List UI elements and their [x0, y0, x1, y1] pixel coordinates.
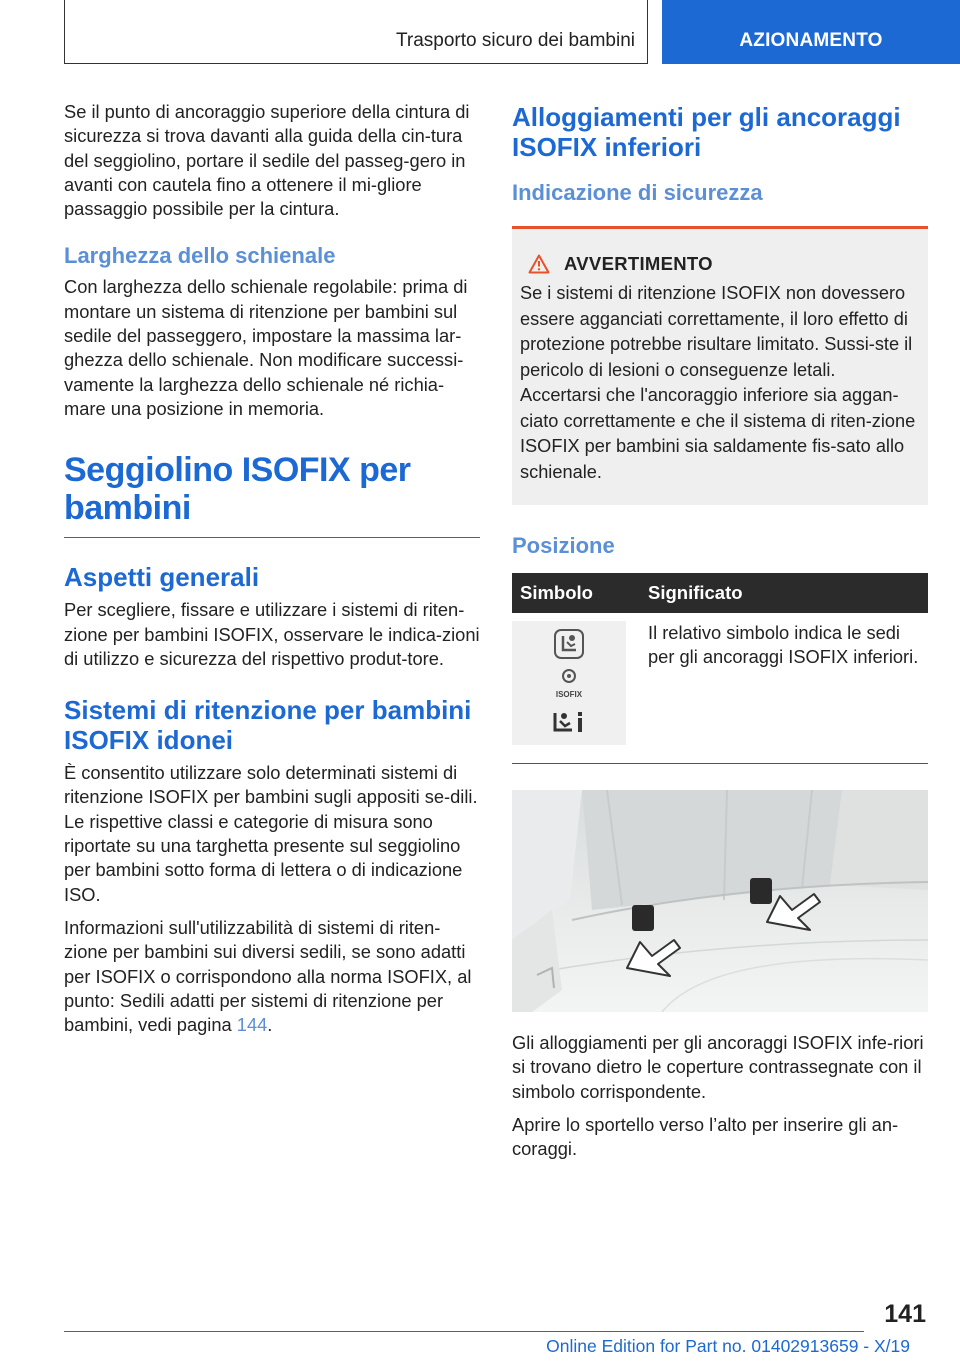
- systems-paragraph-2-end: .: [267, 1014, 273, 1036]
- column-header-meaning: Significato: [640, 573, 928, 613]
- column-header-symbol: Simbolo: [512, 573, 640, 613]
- footer-edition: Online Edition for Part no. 01402913659 - X/19: [546, 1336, 910, 1356]
- page-number: 141: [884, 1300, 926, 1328]
- right-column: [512, 100, 928, 1170]
- general-heading: Aspetti generali: [64, 562, 260, 593]
- child-seat-info-icon: [552, 708, 586, 738]
- main-heading: Seggiolino ISOFIX per bambini: [64, 451, 480, 538]
- general-paragraph: Per scegliere, fissare e utilizzare i sistemi di riten-zione per bambini ISOFIX, osservare le indica-zioni di utilizzo e sicurezza del rispettivo produt-tore.: [64, 599, 480, 669]
- symbol-table-header: [512, 573, 928, 613]
- isofix-symbols: [512, 621, 626, 745]
- systems-paragraph-2: [64, 916, 480, 1037]
- meaning-cell: Il relativo simbolo indica le sedi per gli ancoraggi ISOFIX inferiori.: [648, 622, 919, 668]
- warning-header: [528, 253, 920, 275]
- child-seat-icon: [553, 628, 585, 660]
- symbol-cell: [512, 613, 640, 753]
- backrest-heading: Larghezza dello schienale: [64, 243, 336, 269]
- header-section-tab: [64, 0, 648, 64]
- warning-triangle-icon: [528, 254, 550, 274]
- safety-heading: Indicazione di sicurezza: [512, 180, 763, 205]
- warning-box: [512, 226, 928, 505]
- page-reference-link[interactable]: 144: [236, 1014, 268, 1036]
- warning-text-1: Se i sistemi di ritenzione ISOFIX non dovessero essere agganciati correttamente, il loro effetto di protezione potrebbe risultare limitato. Sussi-ste il pericolo di lesioni o conseguenze letali.: [520, 283, 913, 380]
- systems-heading: Sistemi di ritenzione per bambini ISOFIX idonei: [64, 695, 472, 756]
- systems-paragraph-2-text: Informazioni sull'utilizzabilità di sistemi di riten-zione per bambini sui diversi sedili, se sono adatti per ISOFIX o corrispondono alla norma ISOFIX, al punto: Sedili adatti per sistemi di ritenzione per bambini, vedi pagina: [64, 916, 472, 1036]
- header-section-title: Trasporto sicuro dei bambini: [395, 30, 635, 51]
- table-row: [512, 613, 928, 753]
- backrest-paragraph: Con larghezza dello schienale regolabile: prima di montare un sistema di ritenzione per bambini sul sedile del passeggero, impostare la massima lar-ghezza dello schienale. Non modificare successi-vamente la larghezza dello schienale né richia-mare una posizione in memoria.: [64, 276, 468, 419]
- isofix-icon: [552, 667, 586, 701]
- warning-title: AVVERTIMENTO: [564, 253, 713, 274]
- rear-seat-photo: [512, 790, 928, 1012]
- isofix-icon-label: ISOFIX: [555, 689, 583, 699]
- warning-text-2: Accertarsi che l'ancoraggio inferiore sia aggan-ciato correttamente e che il sistema di riten-zione ISOFIX per bambini sia saldamente fis-sato allo schienale.: [520, 385, 916, 482]
- caption-paragraph-2: Aprire lo sportello verso l’alto per inserire gli an-coraggi.: [512, 1113, 899, 1160]
- header-chapter-title: AZIONAMENTO: [739, 30, 883, 51]
- caption-paragraph-1: Gli alloggiamenti per gli ancoraggi ISOFIX infe-riori si trovano dietro le coperture contrassegnate con il simbolo corrispondente.: [512, 1032, 924, 1102]
- header-chapter-tab: [662, 0, 960, 64]
- anchorage-heading: Alloggiamenti per gli ancoraggi ISOFIX inferiori: [512, 102, 901, 162]
- table-rule: [512, 763, 928, 764]
- symbol-table: [512, 573, 928, 753]
- position-heading: Posizione: [512, 533, 615, 558]
- left-column: [64, 100, 480, 1046]
- intro-paragraph: Se il punto di ancoraggio superiore della cintura di sicurezza si trova davanti alla guida della cin-tura del seggiolino, portare il sedile del passeg-gero in avanti con cautela fino a ottenere il mi-gliore passaggio possibile per la cintura.: [64, 101, 470, 220]
- systems-paragraph-1: È consentito utilizzare solo determinati sistemi di ritenzione ISOFIX per bambini sugli appositi se-dili. Le rispettive classi e categorie di misura sono riportate su una targhetta presente sul seggiolino per bambini sotto forma di lettera o di indicazione ISO.: [64, 762, 478, 905]
- footer-rule: [64, 1331, 864, 1332]
